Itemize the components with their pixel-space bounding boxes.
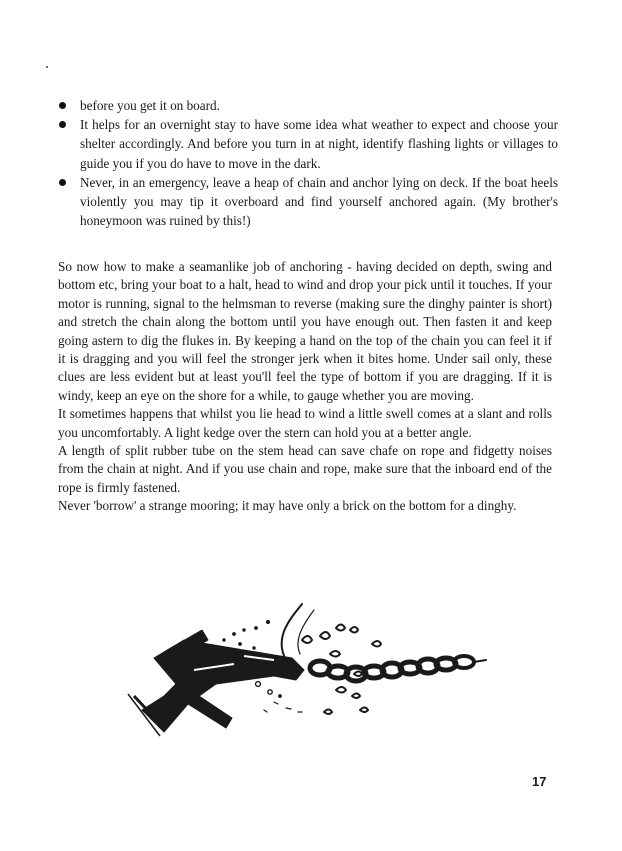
paragraph: It sometimes happens that whilst you lie head to wind a little swell comes at a slant and rolls you uncomfortably. A light kedge over the stern can hold you at a better angle. bbox=[58, 406, 552, 440]
body-text bbox=[58, 258, 552, 516]
paragraph: So now how to make a seamanlike job of anchoring - having decided on depth, swing and bottom etc, bring your boat to a halt, head to wind and drop your pick until it touches. If your motor is running, signal to the helmsman to reverse (making sure the dinghy painter is short) and stretch the chain along the bottom until you have enough out. Then fasten it and keep going astern to dig the flukes in. By keeping a hand on the top of the chain you can feel it if it is dragging and you will feel the stronger jerk when it bites home. Under sail only, these clues are less evident but at least you'll feel the type of bottom if you are dragging. If it is windy, keep an eye on the shore for a while, to gauge whether you are moving. bbox=[58, 259, 552, 403]
bullet-item bbox=[58, 115, 558, 173]
anchor-and-chain-illustration bbox=[124, 600, 494, 750]
bullet-dot-icon bbox=[59, 102, 66, 109]
bullet-dot-icon bbox=[59, 121, 66, 128]
paragraph: A length of split rubber tube on the stem head can save chafe on rope and fidgetty noises from the chain at night. And if you use chain and rope, make sure that the inboard end of the rope is firmly fastened. bbox=[58, 443, 552, 495]
bullet-text: before you get it on board. bbox=[80, 98, 220, 113]
bullet-item bbox=[58, 96, 558, 115]
page-number: 17 bbox=[532, 774, 547, 789]
bullet-list bbox=[58, 96, 558, 230]
paragraph: Never 'borrow' a strange mooring; it may have only a brick on the bottom for a dinghy. bbox=[58, 498, 517, 514]
bullet-dot-icon bbox=[59, 179, 66, 186]
bullet-text: Never, in an emergency, leave a heap of chain and anchor lying on deck. If the boat heels violently you may tip it overboard and find yourself anchored again. (My brother's honeymoon was ruined by this!) bbox=[80, 174, 558, 229]
bullet-item bbox=[58, 173, 558, 231]
scan-speck bbox=[46, 66, 48, 68]
bullet-text: It helps for an overnight stay to have some idea what weather to expect and choose your shelter accordingly. And before you turn in at night, identify flashing lights or villages to guide you if you do have to move in the dark. bbox=[80, 117, 558, 171]
